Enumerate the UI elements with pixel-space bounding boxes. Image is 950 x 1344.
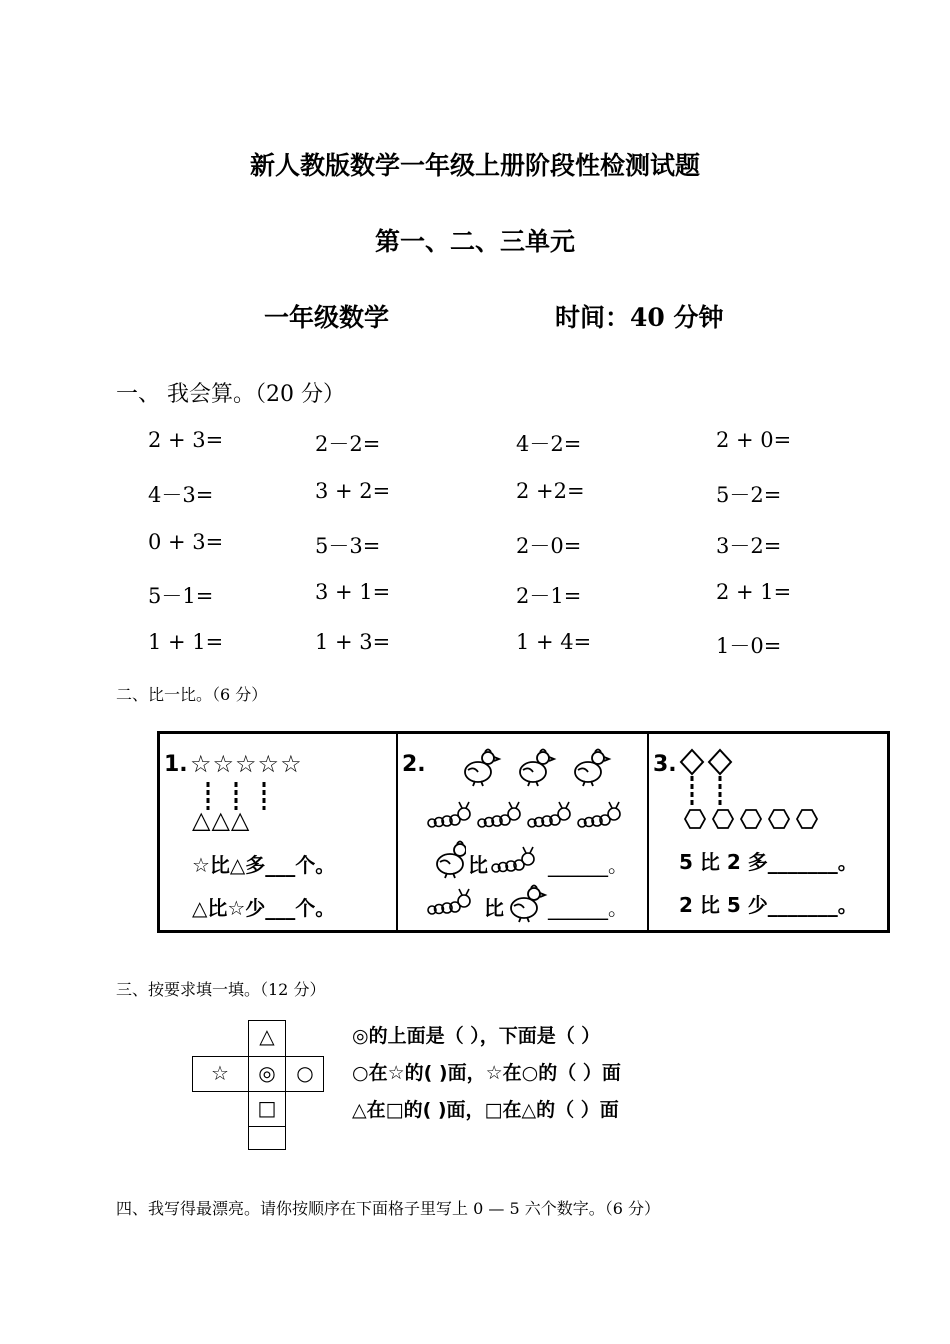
caterpillar-row <box>426 799 631 833</box>
triangles-row: △△△ <box>192 806 251 834</box>
unit-subtitle: 第一、二、三单元 <box>374 227 575 256</box>
panel-2-compare-word-1: 比 <box>468 853 488 877</box>
equation: 5－1= <box>148 584 214 608</box>
panel-3-question-2: 2 比 5 少_______。 <box>679 893 858 917</box>
compare-panels <box>157 731 890 933</box>
equation: 2－2= <box>315 432 381 456</box>
panel-1-question-1: ☆比△多___个。 <box>192 853 336 877</box>
panel-3-number: 3. <box>653 752 677 777</box>
panel-1-number: 1. <box>164 752 188 777</box>
panel-2-number: 2. <box>402 752 426 777</box>
panel-1 <box>160 734 396 930</box>
equation: 2 + 1= <box>716 580 792 604</box>
panel-2-compare-word-2: 比 <box>484 896 504 920</box>
triangle-symbol: △ <box>259 1024 275 1048</box>
grid-cell-extra <box>248 1126 286 1150</box>
equation: 1 + 4= <box>516 630 592 654</box>
equation: 5－2= <box>716 483 782 507</box>
panel-3 <box>649 734 887 930</box>
panel-2-blank-1: ______。 <box>548 853 628 877</box>
equation: 4－3= <box>148 483 214 507</box>
match-lines <box>685 776 725 806</box>
equation: 4－2= <box>516 432 582 456</box>
hen-icon <box>430 840 466 880</box>
equation: 2－0= <box>516 534 582 558</box>
time-label: 时间：40 分钟 <box>555 303 724 332</box>
bullseye-symbol: ◎ <box>258 1061 276 1085</box>
hen-icon <box>504 884 550 924</box>
section2-heading: 二、比一比。（6 分） <box>116 685 268 704</box>
hen-row <box>458 748 618 788</box>
equation: 2－1= <box>516 584 582 608</box>
equation: 5－3= <box>315 534 381 558</box>
equation: 3－2= <box>716 534 782 558</box>
position-grid <box>192 1020 332 1150</box>
equation: 1 + 1= <box>148 630 224 654</box>
equation: 2 + 3= <box>148 428 224 452</box>
circle-symbol: ○ <box>296 1061 314 1085</box>
section4-heading: 四、我写得最漂亮。请你按顺序在下面格子里写上 0 — 5 六个数字。（6 分） <box>116 1199 660 1218</box>
caterpillar-icon <box>490 844 540 878</box>
equation: 0 + 3= <box>148 530 224 554</box>
section3-question-2: ○在☆的( )面，☆在○的（ ）面 <box>352 1062 621 1084</box>
section3-question-1: ◎的上面是（ ），下面是（ ） <box>352 1025 601 1047</box>
panel-2 <box>398 734 647 930</box>
page-title: 新人教版数学一年级上册阶段性检测试题 <box>249 151 700 180</box>
caterpillar-icon <box>426 886 476 920</box>
equation: 2 +2= <box>516 479 585 503</box>
diamonds-row <box>679 748 739 778</box>
panel-2-blank-2: ______。 <box>548 896 628 920</box>
equation: 2 + 0= <box>716 428 792 452</box>
hexagons-row <box>679 806 824 834</box>
equation: 3 + 1= <box>315 580 391 604</box>
stars-row: ☆☆☆☆☆ <box>190 750 303 778</box>
section1-heading: 一、 我会算。（20 分） <box>116 382 345 407</box>
equation: 1－0= <box>716 634 782 658</box>
section3-heading: 三、按要求填一填。（12 分） <box>116 980 326 999</box>
equation: 1 + 3= <box>315 630 391 654</box>
panel-1-question-2: △比☆少___个。 <box>192 896 336 920</box>
panel-3-question-1: 5 比 2 多_______。 <box>679 850 858 874</box>
equation: 3 + 2= <box>315 479 391 503</box>
section3-question-3: △在□的( )面，□在△的（ ）面 <box>352 1099 619 1121</box>
grade-label: 一年级数学 <box>264 303 390 332</box>
star-symbol: ☆ <box>211 1061 229 1085</box>
square-symbol: □ <box>257 1096 277 1120</box>
